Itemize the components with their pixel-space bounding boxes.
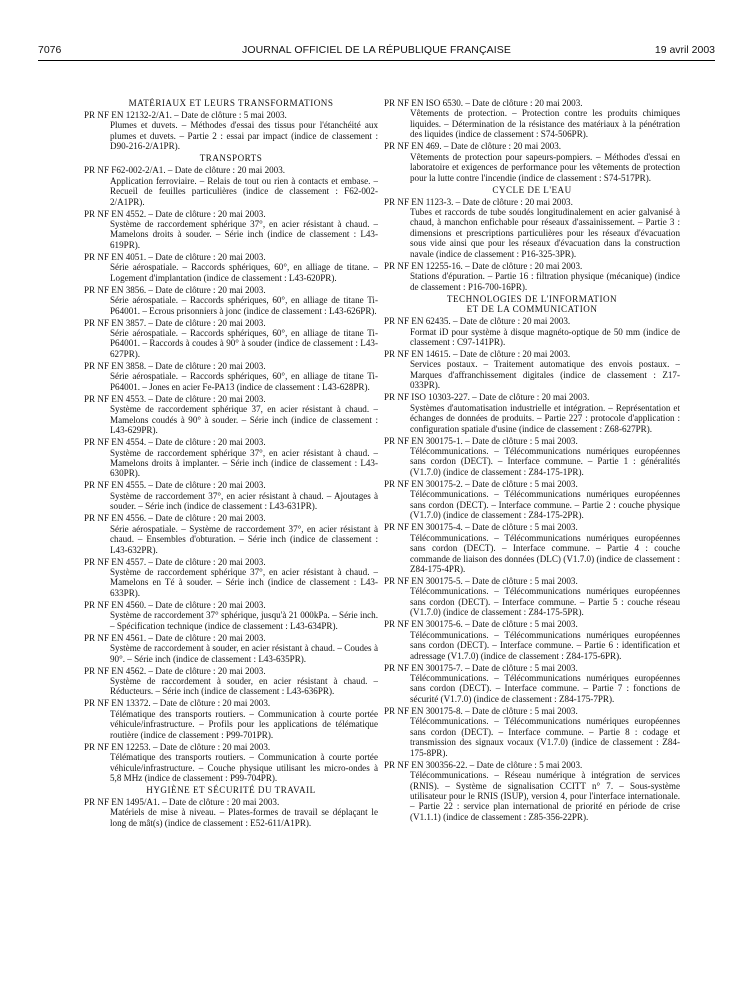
entry-reference: PR NF EN 3856. – Date de clôture : 20 mai 2003. <box>84 284 266 295</box>
entry-description: Télécommunications. – Télécommunications numériques européennes sans cordon (DECT). – Interface commune. – Partie 1 : généralités (V1.7.0) (indice de classement : Z84-175-1PR). <box>410 446 680 477</box>
entry-reference: PR NF EN 12253. – Date de clôture : 20 mai 2003. <box>84 741 271 752</box>
entry-reference: PR NF EN 300175-5. – Date de clôture : 5 mai 2003. <box>384 575 578 586</box>
entry-reference: PR NF EN 300175-6. – Date de clôture : 5 mai 2003. <box>384 619 578 630</box>
entry-description: Télécommunications. – Réseau numérique à intégration de services (RNIS). – Système de signalisation CCITT n° 7. – Sous-système utilisateur pour le RNIS (ISUP), version 4, pour l'interface internationale. – Partie 22 : service plan international de priorité en période de crise (V1.1.1) (indice de classement : Z85-356-22PR). <box>410 770 680 822</box>
section-heading: HYGIÈNE ET SÉCURITÉ DU TRAVAIL <box>146 785 316 796</box>
issue-date: 19 avril 2003 <box>654 44 715 56</box>
entry-reference: PR NF F62-002-2/A1. – Date de clôture : 20 mai 2003. <box>84 165 286 176</box>
left-column <box>84 98 378 982</box>
standard-entry <box>84 666 378 697</box>
entry-reference: PR NF EN 4557. – Date de clôture : 20 mai 2003. <box>84 556 266 567</box>
entry-description: Télécommunications. – Télécommunications numériques européennes sans cordon (DECT). – Interface commune. – Partie 7 : fonctions de sécurité (V1.7.0) (indice de classement : Z84-175-7PR). <box>410 673 680 704</box>
journal-title: JOURNAL OFFICIEL DE LA RÉPUBLIQUE FRANÇAISE <box>242 44 511 56</box>
entry-description: Système de raccordement sphérique 37°, en acier résistant à chaud. – Mamelons droits à implanter. – Série inch (indice de classement : L43-630PR). <box>110 447 378 479</box>
entry-reference: PR NF EN 300175-7. – Date de clôture : 5 mai 2003. <box>384 662 578 673</box>
standard-entry <box>384 706 680 758</box>
standard-entry <box>84 318 378 360</box>
entry-description: Télécommunications. – Télécommunications numériques européennes sans cordon (DECT). – Interface commune. – Partie 8 : codage et transmission des signaux vocaux (V1.7.0) (indice de classement : Z84-175-8PR). <box>410 716 680 758</box>
entry-description: Série aérospatiale. – Système de raccordement 37°, en acier résistant à chaud. – Ensembles d'obturation. – Série inch (indice de classement : L43-632PR). <box>110 523 378 555</box>
right-column <box>384 98 680 982</box>
entry-reference: PR NF EN 13372. – Date de clôture : 20 mai 2003. <box>84 698 271 709</box>
entry-reference: PR NF EN 4561. – Date de clôture : 20 mai 2003. <box>84 632 266 643</box>
entry-description: Télécommunications. – Télécommunications numériques européennes sans cordon (DECT). – Interface commune. – Partie 5 : couche réseau (V1.7.0) (indice de classement : Z84-175-5PR). <box>410 586 680 618</box>
entry-description: Vêtements de protection pour sapeurs-pompiers. – Méthodes d'essai en laboratoire et exigences de performance pour les vêtements de protection pour la lutte contre l'incendie (indice de classement : S74-517PR). <box>410 151 680 183</box>
standard-entry <box>384 98 680 140</box>
standard-entry <box>84 633 378 664</box>
standard-entry <box>84 437 378 479</box>
entry-reference: PR NF EN 1123-3. – Date de clôture : 20 mai 2003. <box>384 196 573 207</box>
entry-description: Stations d'épuration. – Partie 16 : filtration physique (mécanique) (indice de classement : P16-700-16PR). <box>410 271 680 292</box>
entry-description: Tubes et raccords de tube soudés longitudinalement en acier galvanisé à chaud, à manchon enfichable pour réseaux d'assainissement. – Partie 3 : dimensions et prescriptions particulières pour les réseaux d'évacuation sous vide ainsi que pour les réseaux d'évacuation dans la construction navale (indice de classement : P16-325-3PR). <box>410 207 680 259</box>
entry-description: Système de raccordement 37° sphérique, jusqu'à 21 000kPa. – Série inch. – Spécification technique (indice de classement : L43-634PR). <box>110 610 378 631</box>
entry-description: Télématique des transports routiers. – Communication à courte portée véhicule/infrastructure. – Profils pour les applications de télématique routière (indice de classement : P99-701PR). <box>110 708 378 740</box>
entry-description: Télécommunications. – Télécommunications numériques européennes sans cordon (DECT). – Interface commune. – Partie 2 : couche physique (V1.7.0) (indice de classement : Z84-175-2PR). <box>410 489 680 521</box>
standard-entry <box>384 316 680 347</box>
entry-description: Télématique des transports routiers. – Communication à courte portée véhicule/infrastructure. – Couche physique utilisant les micro-ondes à 5,8 MHz (indice de classement : P99-704PR). <box>110 752 378 784</box>
entry-reference: PR NF EN 4560. – Date de clôture : 20 mai 2003. <box>84 599 266 610</box>
section-heading: TRANSPORTS <box>199 153 263 164</box>
standard-entry <box>84 600 378 631</box>
entry-reference: PR NF EN 4562. – Date de clôture : 20 mai 2003. <box>84 665 266 676</box>
entry-reference: PR NF EN 4553. – Date de clôture : 20 mai 2003. <box>84 393 266 404</box>
standard-entry <box>84 165 378 207</box>
standard-entry <box>84 361 378 392</box>
standard-entry <box>384 392 680 434</box>
standard-entry <box>84 557 378 599</box>
standard-entry <box>384 576 680 618</box>
standard-entry <box>84 698 378 740</box>
standard-entry <box>384 663 680 705</box>
entry-description: Systèmes d'automatisation industrielle et intégration. – Représentation et échanges de données de produits. – Partie 227 : protocole d'application : configuration spatiale d'usine (indice de classement : Z68-627PR). <box>410 402 680 434</box>
entry-reference: PR NF EN 4554. – Date de clôture : 20 mai 2003. <box>84 437 266 448</box>
entry-reference: PR NF EN 3857. – Date de clôture : 20 mai 2003. <box>84 317 266 328</box>
entry-reference: PR NF EN 300175-8. – Date de clôture : 5 mai 2003. <box>384 705 578 716</box>
standard-entry <box>384 619 680 661</box>
entry-reference: PR NF EN 469. – Date de clôture : 20 mai 2003. <box>384 141 562 152</box>
section-heading: MATÉRIAUX ET LEURS TRANSFORMATIONS <box>128 98 334 108</box>
entry-description: Série aérospatiale. – Raccords sphériques, 60°, en alliage de titane Ti-P64001. – Jones en acier Fe-PA13 (indice de classement : L43-628PR). <box>110 371 378 392</box>
entry-description: Services postaux. – Traitement automatique des envois postaux. – Marques d'affranchissement digitales (indice de classement : Z17-033PR). <box>410 359 680 391</box>
entry-reference: PR NF EN 300175-1. – Date de clôture : 5 mai 2003. <box>384 435 578 446</box>
standard-entry <box>384 349 680 391</box>
entry-description: Télécommunications. – Télécommunications numériques européennes sans cordon (DECT). – Interface commune. – Partie 4 : couche commande de liaison des données (DLC) (V1.7.0) (indice de classement : Z84-175-4PR). <box>410 532 680 574</box>
entry-reference: PR NF EN 12132-2/A1. – Date de clôture : 5 mai 2003. <box>84 109 287 120</box>
entry-reference: PR NF EN 1495/A1. – Date de clôture : 20 mai 2003. <box>84 797 280 807</box>
entry-reference: PR NF EN 3858. – Date de clôture : 20 mai 2003. <box>84 360 266 371</box>
standard-entry <box>384 479 680 521</box>
standard-entry <box>384 197 680 260</box>
entry-description: Système de raccordement sphérique 37, en acier résistant à chaud. – Mamelons coudés à 90° à souder. – Série inch (indice de classement : L43-629PR). <box>110 404 378 436</box>
standard-entry <box>84 480 378 511</box>
entry-description: Système de raccordement sphérique 37°, en acier résistant à chaud. – Mamelons droits à souder. – Série inch (indice de classement : L43-619PR). <box>110 218 378 250</box>
entry-reference: PR NF EN 300356-22. – Date de clôture : 5 mai 2003. <box>384 759 583 770</box>
entry-description: Télécommunications. – Télécommunications numériques européennes sans cordon (DECT). – Interface commune. – Partie 6 : identification et adressage (V1.7.0) (indice de classement : Z84-175-6PR). <box>410 629 680 661</box>
entry-description: Vêtements de protection. – Protection contre les produits chimiques liquides. – Détermination de la résistance des matériaux à la pénétration des liquides (indice de classement : S74-506PR). <box>410 108 680 140</box>
standard-entry <box>384 436 680 478</box>
entry-reference: PR NF EN 12255-16. – Date de clôture : 20 mai 2003. <box>384 260 583 271</box>
standard-entry <box>384 760 680 823</box>
standard-entry <box>84 285 378 316</box>
entry-reference: PR NF EN 300175-4. – Date de clôture : 5 mai 2003. <box>384 522 578 533</box>
entry-reference: PR NF ISO 10303-227. – Date de clôture : 20 mai 2003. <box>384 392 590 403</box>
section-heading: CYCLE DE L'EAU <box>492 184 572 195</box>
standard-entry <box>84 797 378 828</box>
standard-entry <box>84 209 378 251</box>
entry-reference: PR NF EN 300175-2. – Date de clôture : 5 mai 2003. <box>384 478 578 489</box>
entry-description: Matériels de mise à niveau. – Plates-formes de travail se déplaçant le long de mât(s) (indice de classement : E52-611/A1PR). <box>110 807 378 828</box>
entry-description: Série aérospatiale. – Raccords sphériques, 60°, en alliage de titane. – Logement d'implantation (indice de classement : L43-620PR). <box>110 262 378 283</box>
entry-reference: PR NF EN 4556. – Date de clôture : 20 mai 2003. <box>84 513 266 524</box>
entry-description: Format iD pour système à disque magnéto-optique de 50 mm (indice de classement : C97-141PR). <box>410 326 680 347</box>
header-rule <box>38 60 715 61</box>
entry-description: Plumes et duvets. – Méthodes d'essai des tissus pour l'étanchéité aux plumes et duvets. – Partie 2 : essai par impact (indice de classement : D90-216-2/A1PR). <box>110 120 378 152</box>
section-heading: TECHNOLOGIES DE L'INFORMATION ET DE LA COMMUNICATION <box>446 293 618 315</box>
standard-entry <box>84 742 378 784</box>
page-number: 7076 <box>38 44 62 56</box>
entry-description: Système de raccordement à souder, en acier résistant à chaud. – Réducteurs. – Série inch (indice de classement : L43-636PR). <box>110 676 378 697</box>
entry-reference: PR NF EN 62435. – Date de clôture : 20 mai 2003. <box>384 316 571 327</box>
standard-entry <box>384 522 680 574</box>
entry-reference: PR NF EN 4051. – Date de clôture : 20 mai 2003. <box>84 251 266 262</box>
standard-entry <box>84 110 378 152</box>
standard-entry <box>384 261 680 292</box>
standard-entry <box>84 513 378 555</box>
entry-description: Système de raccordement 37°, en acier résistant à chaud. – Ajoutages à souder. – Série inch (indice de classement : L43-631PR). <box>110 490 378 512</box>
entry-description: Série aérospatiale. – Raccords sphériques, 60°, en alliage de titane Ti-P64001. – Ecrous prisonniers à jonc (indice de classement : L43-626PR). <box>110 295 378 316</box>
entry-reference: PR NF EN 4552. – Date de clôture : 20 mai 2003. <box>84 208 266 219</box>
standard-entry <box>384 141 680 183</box>
entry-description: Application ferroviaire. – Relais de tout ou rien à contacts et embase. – Recueil de feuilles particulières (indice de classement : F62-002-2/A1PR). <box>110 175 378 207</box>
entry-reference: PR NF EN 4555. – Date de clôture : 20 mai 2003. <box>84 480 266 491</box>
entry-reference: PR NF EN ISO 6530. – Date de clôture : 20 mai 2003. <box>384 98 583 108</box>
page-header <box>38 44 715 60</box>
entry-description: Système de raccordement à souder, en acier résistant à chaud. – Coudes à 90°. – Série inch (indice de classement : L43-635PR). <box>110 643 378 664</box>
entry-description: Série aérospatiale. – Raccords sphériques, 60°, en alliage de titane Ti-P64001. – Raccords à coudes à 90° à souder (indice de classement : L43-627PR). <box>110 328 378 359</box>
entry-reference: PR NF EN 14615. – Date de clôture : 20 mai 2003. <box>384 348 571 359</box>
entry-description: Système de raccordement sphérique 37°, en acier résistant à chaud. – Mamelons en Té à souder. – Série inch (indice de classement : L43-633PR). <box>110 566 378 598</box>
standard-entry <box>84 394 378 436</box>
standard-entry <box>84 252 378 283</box>
